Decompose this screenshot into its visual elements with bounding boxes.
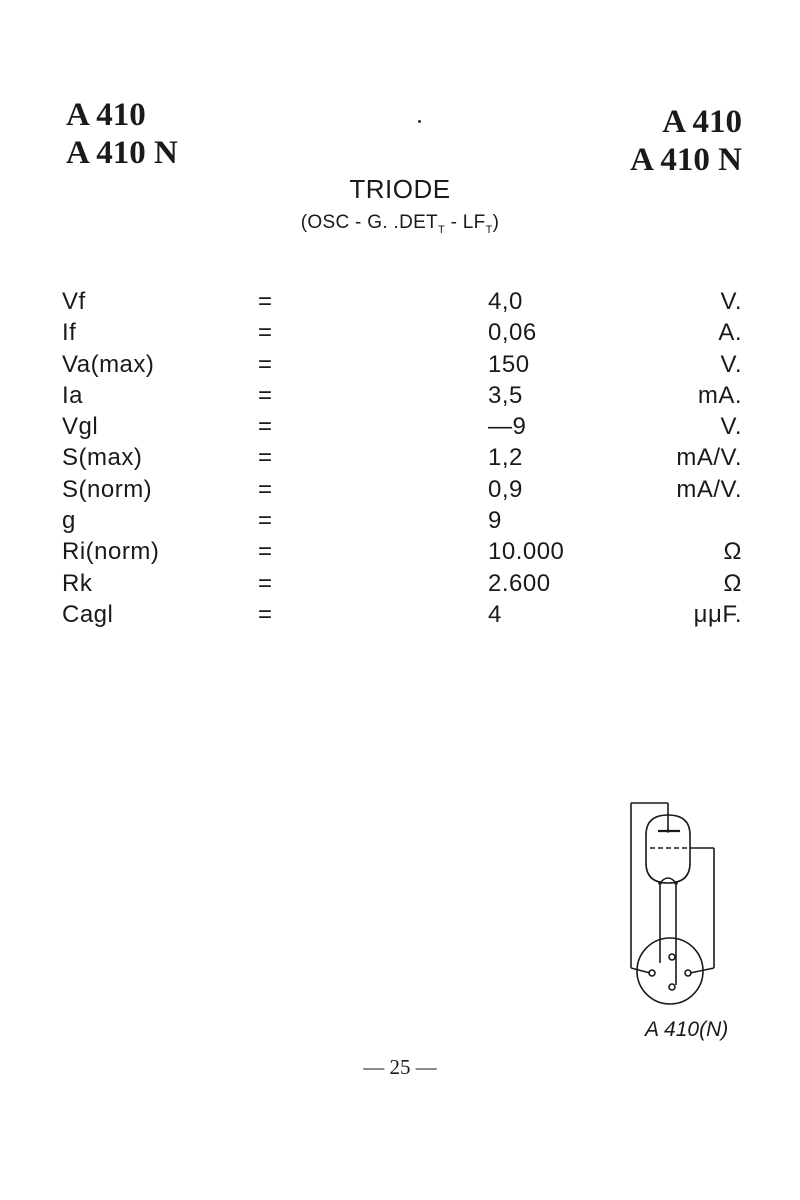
spec-row: [62, 349, 742, 380]
spec-unit: μμF.: [693, 600, 742, 628]
page-number: — 25 —: [363, 1055, 437, 1079]
model-variant: A 410 N: [66, 135, 178, 171]
spec-row: [62, 317, 742, 348]
header-left: [66, 96, 178, 172]
spec-symbol: If: [62, 319, 77, 347]
spec-symbol: g: [62, 507, 76, 535]
spec-symbol: Ri(norm): [62, 538, 160, 566]
spec-value: 150: [488, 350, 530, 378]
spec-row: [62, 474, 742, 505]
spec-symbol: Va(max): [62, 350, 155, 378]
spec-symbol: S(max): [62, 444, 143, 472]
tube-pinout-diagram: [610, 795, 740, 1015]
applications-text: - LF: [445, 212, 486, 233]
spec-symbol: Ia: [62, 381, 84, 409]
spec-table: [62, 286, 742, 630]
spec-row: [62, 411, 742, 442]
spec-value: 4,0: [488, 288, 523, 315]
spec-equals: =: [258, 569, 273, 597]
spec-unit: mA/V.: [676, 444, 742, 472]
spec-value: —9: [488, 413, 527, 441]
spec-row: [62, 568, 742, 599]
spec-unit: V.: [720, 350, 742, 378]
tube-type: TRIODE: [349, 174, 451, 204]
spec-value: 0,06: [488, 319, 537, 347]
spec-unit: V.: [720, 288, 742, 315]
spec-equals: =: [258, 600, 273, 628]
spec-symbol: Cagl: [62, 600, 114, 628]
spec-equals: =: [258, 413, 273, 441]
spec-value: 4: [488, 600, 502, 628]
spec-unit: V.: [720, 413, 742, 441]
spec-row: [62, 536, 742, 567]
applications: [0, 212, 800, 236]
spec-row: [62, 505, 742, 536]
spec-row: [62, 286, 742, 317]
spec-value: 10.000: [488, 538, 565, 566]
spec-equals: =: [258, 350, 273, 378]
spec-row: [62, 599, 742, 630]
spec-equals: =: [258, 381, 273, 409]
spec-equals: =: [258, 288, 273, 315]
header-right: [630, 103, 742, 179]
model-name: A 410: [66, 97, 146, 133]
model-variant: A 410 N: [630, 142, 742, 178]
spec-symbol: S(norm): [62, 475, 153, 503]
spec-equals: =: [258, 475, 273, 503]
model-name: A 410: [662, 104, 742, 140]
spec-unit: Ω: [723, 569, 742, 597]
spec-equals: =: [258, 507, 273, 535]
spec-symbol: Vgl: [62, 413, 99, 441]
spec-unit: A.: [718, 319, 742, 347]
spec-value: 2.600: [488, 569, 551, 597]
spec-value: 9: [488, 507, 502, 535]
spec-unit: mA.: [697, 381, 742, 409]
spec-value: 1,2: [488, 444, 523, 472]
spec-symbol: Vf: [62, 288, 86, 315]
spec-value: 0,9: [488, 475, 523, 503]
speck: [418, 120, 421, 123]
spec-unit: mA/V.: [676, 475, 742, 503]
spec-row: [62, 442, 742, 473]
diagram-caption: A 410(N): [645, 1018, 729, 1041]
spec-symbol: Rk: [62, 569, 93, 597]
spec-equals: =: [258, 444, 273, 472]
spec-row: [62, 380, 742, 411]
applications-text: (OSC - G. .DET: [300, 212, 438, 233]
spec-equals: =: [258, 538, 273, 566]
spec-unit: Ω: [723, 538, 742, 566]
applications-subscript: T: [437, 223, 445, 236]
applications-subscript: T: [485, 223, 493, 236]
spec-value: 3,5: [488, 381, 523, 409]
spec-equals: =: [258, 319, 273, 347]
applications-text: ): [492, 212, 500, 233]
